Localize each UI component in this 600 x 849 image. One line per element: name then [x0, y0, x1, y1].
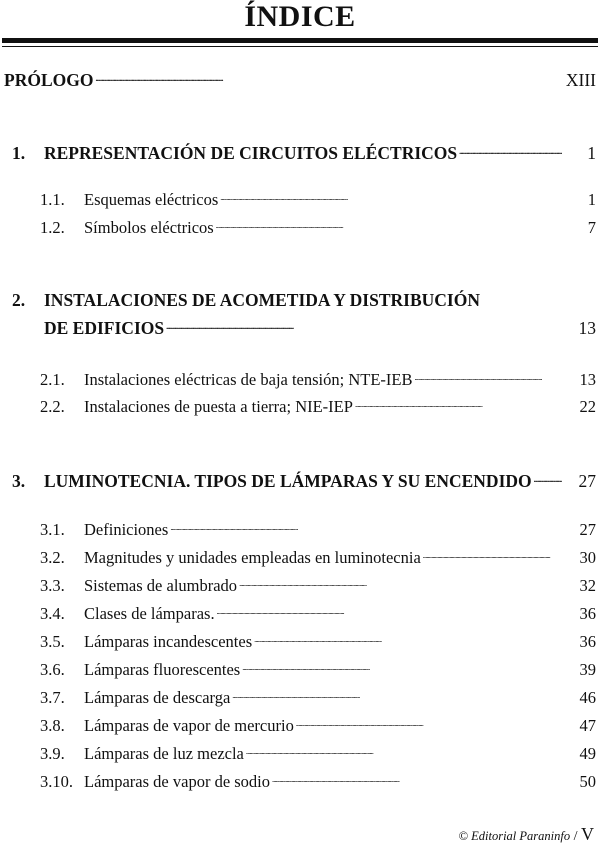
section-number: 3.3. [40, 576, 65, 595]
toc-entry-section[interactable] [40, 711, 596, 736]
toc-page-number: 1 [587, 143, 596, 163]
title-rule-thick [2, 38, 598, 43]
toc-entry-title: INSTALACIONES DE ACOMETIDA Y DISTRIBUCIÓN [44, 290, 480, 310]
toc-page-number: 22 [579, 397, 596, 416]
toc-entry-section[interactable] [40, 739, 596, 764]
dot-leader [170, 515, 562, 535]
toc-page-number: 36 [579, 632, 596, 651]
toc-entry-section[interactable] [40, 767, 596, 792]
toc-entry-section[interactable] [40, 599, 596, 624]
section-number: 3.4. [40, 604, 65, 623]
toc-entry-title: REPRESENTACIÓN DE CIRCUITOS ELÉCTRICOS [44, 143, 458, 163]
toc-entry-section[interactable] [40, 655, 596, 680]
page-number: V [581, 824, 594, 844]
dot-leader [216, 213, 562, 233]
toc-entry-chapter-2-line1[interactable] [12, 290, 480, 310]
dot-leader [95, 66, 561, 86]
chapter-number: 1. [12, 143, 26, 163]
dot-leader [423, 543, 562, 563]
toc-entry-section[interactable] [40, 185, 596, 210]
toc-page-number: 50 [579, 772, 596, 791]
dot-leader [459, 139, 562, 159]
toc-entry-title: PRÓLOGO [4, 70, 94, 90]
dot-leader [254, 627, 562, 647]
dot-leader [415, 365, 563, 385]
section-number: 2.2. [40, 397, 65, 416]
toc-page-number: 47 [579, 716, 596, 735]
toc-entry-title: Sistemas de alumbrado [84, 576, 238, 595]
toc-page-number: 36 [579, 604, 596, 623]
toc-page-number: 39 [579, 660, 596, 679]
chapter-number: 3. [12, 471, 26, 491]
toc-entry-section[interactable] [40, 515, 596, 540]
toc-entry-title: Lámparas incandescentes [84, 632, 253, 651]
toc-page-number: 27 [578, 471, 596, 491]
toc-entry-title: Definiciones [84, 520, 169, 539]
dot-leader [242, 655, 562, 675]
chapter-number: 2. [12, 290, 26, 310]
toc-page-number: 13 [579, 370, 596, 389]
toc-page-number: XIII [565, 70, 596, 90]
toc-entry-title: Símbolos eléctricos [84, 218, 214, 237]
toc-entry-title: LUMINOTECNIA. TIPOS DE LÁMPARAS Y SU ENCENDIDO [44, 471, 532, 491]
toc-entry-title: Instalaciones de puesta a tierra; NIE-IEP [84, 397, 353, 416]
dot-leader [355, 392, 562, 412]
toc-page-number: 32 [579, 576, 596, 595]
toc-entry-title: Instalaciones eléctricas de baja tensión; NTE-IEB [84, 370, 413, 389]
toc-entry-chapter-3[interactable] [12, 467, 596, 491]
publisher-credit: © Editorial Paraninfo [458, 829, 571, 843]
toc-page-number: 7 [587, 218, 596, 237]
section-number: 3.5. [40, 632, 65, 651]
toc-entry-title: Lámparas de luz mezcla [84, 744, 244, 763]
section-number: 3.7. [40, 688, 65, 707]
toc-entry-chapter-2-line2[interactable] [44, 314, 596, 338]
section-number: 3.8. [40, 716, 65, 735]
section-number: 3.9. [40, 744, 65, 763]
section-number: 3.6. [40, 660, 65, 679]
toc-entry-section[interactable] [40, 683, 596, 708]
toc-entry-title: DE EDIFICIOS [44, 318, 165, 338]
toc-page-number: 13 [578, 318, 596, 338]
toc-entry-section[interactable] [40, 543, 596, 568]
toc-entry-section[interactable] [40, 571, 596, 596]
toc-entry-prologo[interactable] [4, 66, 596, 90]
toc-entry-chapter-1[interactable] [12, 139, 596, 163]
toc-entry-title: Lámparas de vapor de mercurio [84, 716, 294, 735]
section-number: 2.1. [40, 370, 65, 389]
dot-leader [534, 467, 562, 487]
dot-leader [217, 599, 562, 619]
section-number: 1.2. [40, 218, 65, 237]
toc-entry-section[interactable] [40, 213, 596, 238]
toc-entry-title: Lámparas de descarga [84, 688, 231, 707]
page-title: ÍNDICE [244, 0, 356, 33]
toc-entry-section[interactable] [40, 392, 596, 417]
section-number: 1.1. [40, 190, 65, 209]
toc-page-number: 46 [579, 688, 596, 707]
toc-page-number: 30 [579, 548, 596, 567]
toc-entry-section[interactable] [40, 627, 596, 652]
footer-separator: / [573, 829, 578, 844]
page-footer [459, 824, 594, 845]
toc-entry-section[interactable] [40, 365, 596, 390]
toc-entry-title: Lámparas de vapor de sodio [84, 772, 271, 791]
dot-leader [239, 571, 562, 591]
dot-leader [296, 711, 562, 731]
dot-leader [232, 683, 562, 703]
toc-entry-title: Esquemas eléctricos [84, 190, 219, 209]
toc-entry-title: Lámparas fluorescentes [84, 660, 241, 679]
toc-entry-title: Magnitudes y unidades empleadas en luminotecnia [84, 548, 421, 567]
dot-leader [246, 739, 562, 759]
section-number: 3.1. [40, 520, 65, 539]
toc-page-number: 1 [587, 190, 596, 209]
title-rule-thin [2, 46, 598, 47]
dot-leader [166, 314, 562, 334]
toc-entry-title: Clases de lámparas. [84, 604, 215, 623]
section-number: 3.10. [40, 772, 73, 791]
toc-page-number: 49 [579, 744, 596, 763]
dot-leader [220, 185, 562, 205]
toc-page-number: 27 [579, 520, 596, 539]
section-number: 3.2. [40, 548, 65, 567]
dot-leader [272, 767, 562, 787]
